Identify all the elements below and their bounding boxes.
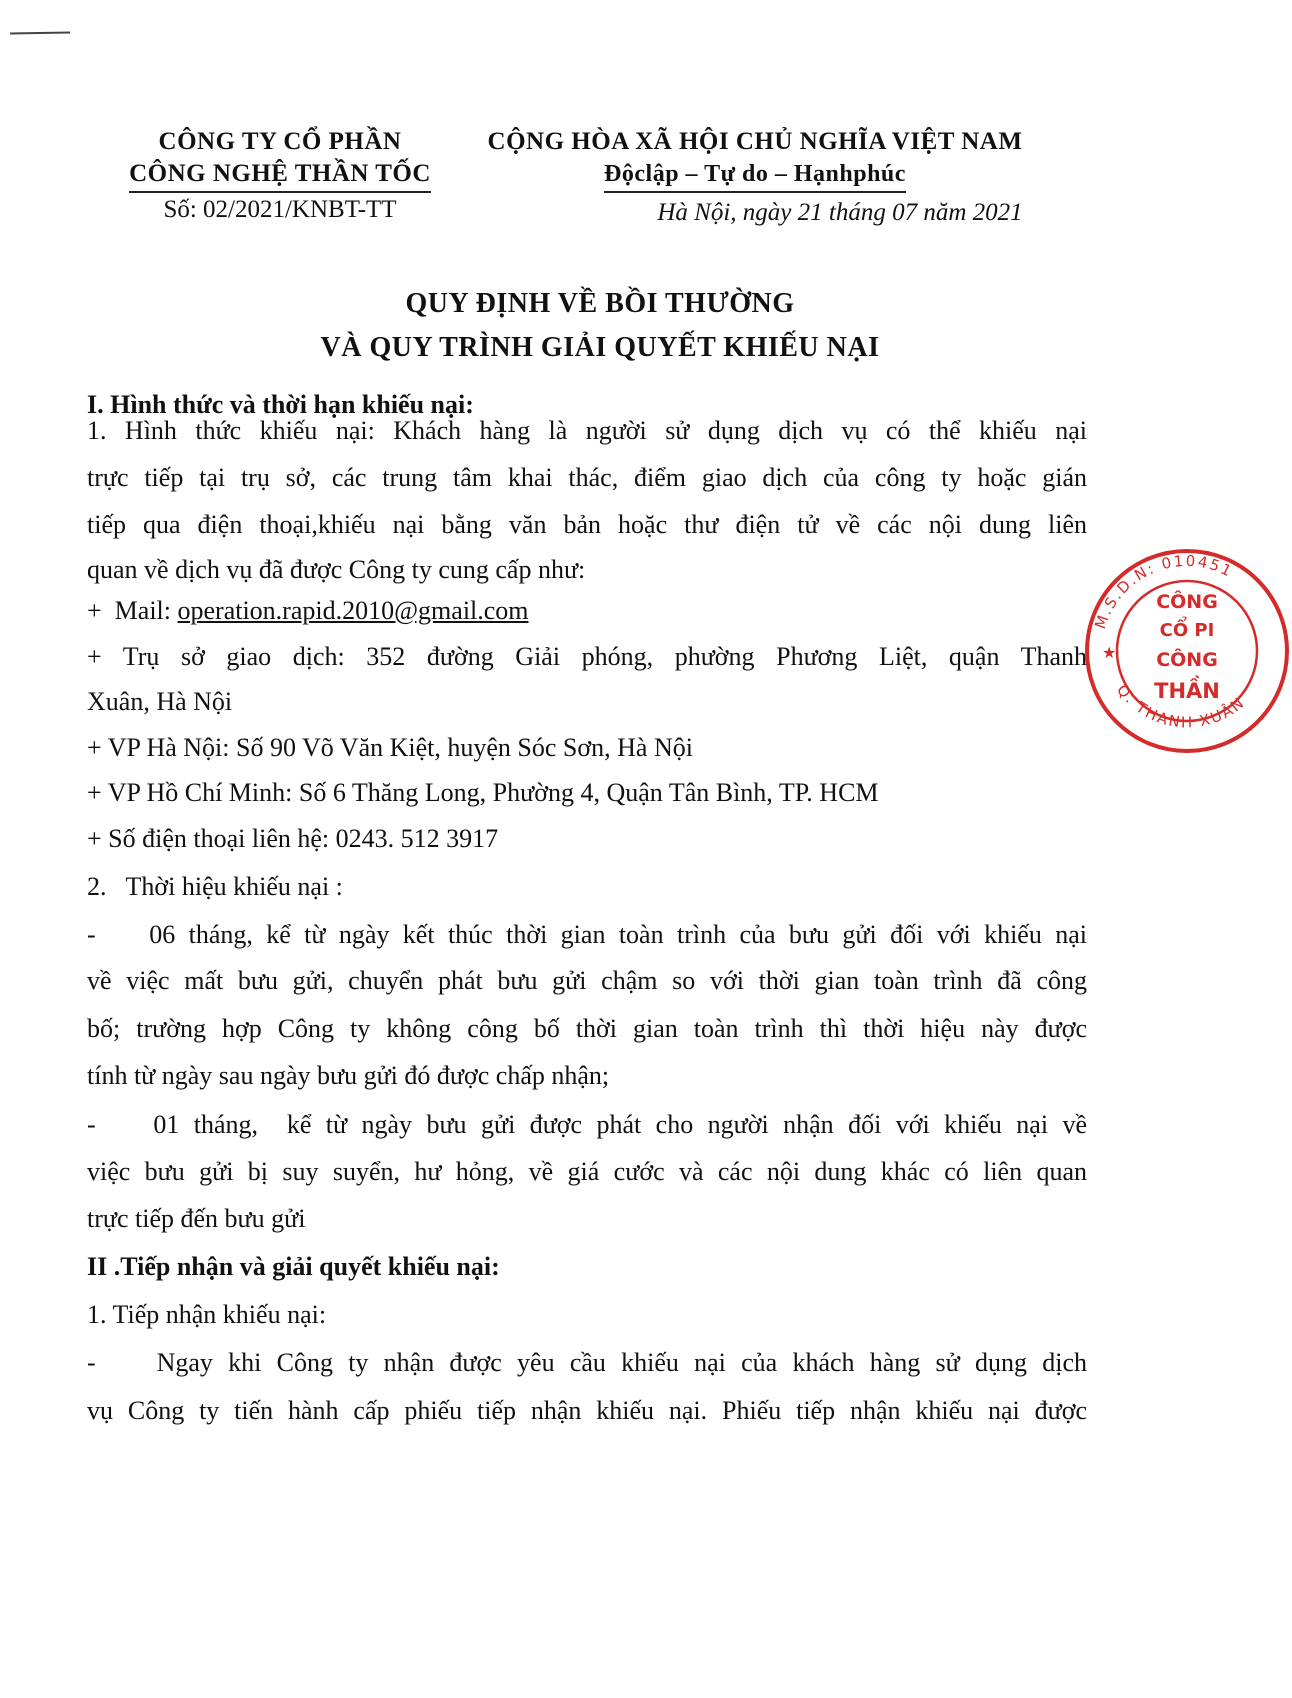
office-address-line-2: Xuân, Hà Nội — [87, 687, 233, 716]
paragraph-line: việc bưu gửi bị suy suyển, hư hỏng, về giá cước và các nội dung khác có liên quan — [87, 1157, 1087, 1186]
subsection-heading: 2. Thời hiệu khiếu nại : — [87, 872, 343, 901]
seal-text-line: CÔNG — [1156, 591, 1218, 613]
paragraph-line: trực tiếp tại trụ sở, các trung tâm khai thác, điểm giao dịch của công ty hoặc gián — [87, 463, 1087, 492]
national-motto: Độclập – Tự do – Hạnhphúc — [604, 158, 906, 193]
svg-text:★: ★ — [1102, 643, 1117, 662]
section-2-heading: II .Tiếp nhận và giải quyết khiếu nại: — [87, 1252, 500, 1281]
paragraph-line: vụ Công ty tiến hành cấp phiếu tiếp nhận khiếu nại. Phiếu tiếp nhận khiếu nại được — [87, 1396, 1087, 1425]
paragraph-line: bố; trường hợp Công ty không công bố thời gian toàn trình thì thời hiệu này được — [87, 1014, 1087, 1043]
seal-text-line: CÔNG — [1156, 649, 1218, 671]
company-seal-stamp — [1082, 546, 1292, 756]
company-name — [110, 126, 450, 193]
scan-artifact — [10, 31, 70, 34]
title-line-1: QUY ĐỊNH VỀ BỒI THƯỜNG — [405, 288, 795, 319]
contact-phone: + Số điện thoại liên hệ: 0243. 512 3917 — [87, 824, 499, 853]
paragraph-line: về việc mất bưu gửi, chuyển phát bưu gửi chậm so với thời gian toàn trình đã công — [87, 966, 1087, 995]
paragraph-line: trực tiếp đến bưu gửi — [87, 1204, 306, 1233]
hcm-office: + VP Hồ Chí Minh: Số 6 Thăng Long, Phường 4, Quận Tân Bình, TP. HCM — [87, 778, 879, 807]
document-number: Số: 02/2021/KNBT-TT — [163, 196, 397, 223]
email-link[interactable]: operation.rapid.2010@gmail.com — [177, 596, 529, 625]
national-header — [470, 126, 1040, 193]
hanoi-office: + VP Hà Nội: Số 90 Võ Văn Kiệt, huyện Sóc Sơn, Hà Nội — [87, 733, 693, 762]
mail-label: + Mail: — [87, 596, 178, 625]
company-name-line2: CÔNG NGHỆ THẦN TỐC — [129, 158, 431, 193]
national-title: CỘNG HÒA XÃ HỘI CHỦ NGHĨA VIỆT NAM — [487, 128, 1023, 155]
title-line-2: VÀ QUY TRÌNH GIẢI QUYẾT KHIẾU NẠI — [320, 332, 880, 363]
paragraph-line: quan về dịch vụ đã được Công ty cung cấp như: — [87, 555, 586, 584]
paragraph-line: 1. Hình thức khiếu nại: Khách hàng là người sử dụng dịch vụ có thể khiếu nại — [87, 416, 1087, 445]
company-name-line1: CÔNG TY CỔ PHẦN — [158, 128, 402, 155]
seal-text-line: THẦN — [1154, 679, 1220, 703]
subsection-heading: 1. Tiếp nhận khiếu nại: — [87, 1300, 327, 1329]
paragraph-line: - Ngay khi Công ty nhận được yêu cầu khiếu nại của khách hàng sử dụng dịch — [87, 1348, 1087, 1377]
paragraph-line: tính từ ngày sau ngày bưu gửi đó được chấp nhận; — [87, 1061, 610, 1090]
seal-ring-bottom: Q. THANH XUÂN — [1113, 681, 1249, 732]
paragraph-line: - 06 tháng, kể từ ngày kết thúc thời gian toàn trình của bưu gửi đối với khiếu nại — [87, 920, 1087, 949]
place-and-date: Hà Nội, ngày 21 tháng 07 năm 2021 — [657, 199, 1023, 226]
seal-ring-top: M.S.D.N: 010451 — [1091, 551, 1237, 632]
paragraph-line: - 01 tháng, kể từ ngày bưu gửi được phát cho người nhận đối với khiếu nại về — [87, 1110, 1087, 1139]
document-title — [140, 282, 1060, 370]
seal-text-line: CỔ PI — [1159, 620, 1215, 641]
section-1-heading: I. Hình thức và thời hạn khiếu nại: — [87, 390, 474, 419]
contact-mail — [87, 596, 529, 626]
paragraph-line: tiếp qua điện thoại,khiếu nại bằng văn bản hoặc thư điện tử về các nội dung liên — [87, 510, 1087, 539]
office-address-line-1: + Trụ sở giao dịch: 352 đường Giải phóng, phường Phương Liệt, quận Thanh — [87, 642, 1087, 671]
